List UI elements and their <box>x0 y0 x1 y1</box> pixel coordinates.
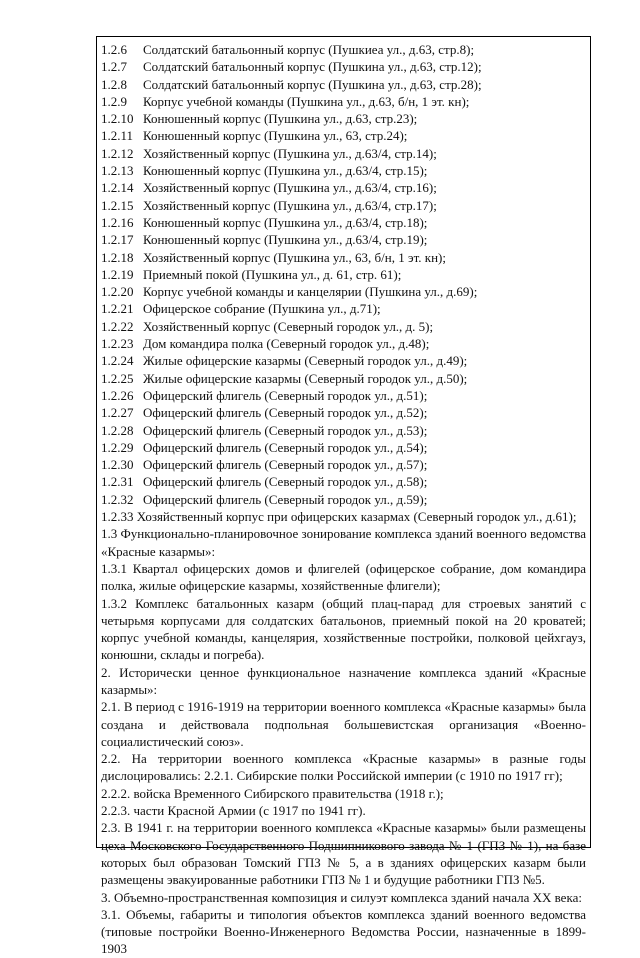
paragraph: 3.1. Объемы, габариты и типология объектов комплекса зданий военного ведомства (типовые постройки Военно-Инженерного Ведомства России, назначенные в 1899-1903 <box>101 906 586 957</box>
list-item <box>101 473 586 490</box>
list-item <box>101 162 586 179</box>
item-text: Офицерский флигель (Северный городок ул., д.59); <box>143 491 428 507</box>
item-text: Корпус учебной команды и канцелярии (Пушкина ул., д.69); <box>143 284 478 300</box>
item-number: 1.2.26 <box>101 387 134 403</box>
list-item <box>101 197 586 214</box>
item-number: 1.2.28 <box>101 422 134 438</box>
paragraph: 1.3.2 Комплекс батальонных казарм (общий плац-парад для строевых занятий с четырьмя корпусами для солдатских батальонов, приемный покой на 20 кроватей; корпус учебной команды, канцелярия, хозяйственные постройки, полковой цейхгауз, конюшни, склады и погреба). <box>101 595 586 663</box>
item-text: Конюшенный корпус (Пушкина ул., 63, стр.24); <box>143 128 408 144</box>
paragraph: 1.3.1 Квартал офицерских домов и флигелей (офицерское собрание, дом командира полка, жилые офицерские казармы, хозяйственные флигели); <box>101 560 586 594</box>
item-text: Хозяйственный корпус (Пушкина ул., 63, б/н, 1 эт. кн); <box>143 249 446 265</box>
item-text: Конюшенный корпус (Пушкина ул., д.63/4, стр.18); <box>143 214 428 230</box>
item-text: Конюшенный корпус (Пушкина ул., д.63, стр.23); <box>143 111 418 127</box>
list-item <box>101 456 586 473</box>
item-text: Солдатский батальонный корпус (Пушкина ул., д.63, стр.28); <box>143 76 482 92</box>
item-number: 1.2.30 <box>101 457 134 473</box>
item-text: Жилые офицерские казармы (Северный городок ул., д.50); <box>143 370 468 386</box>
item-number: 1.2.20 <box>101 284 134 300</box>
list-item <box>101 404 586 421</box>
list-item <box>101 249 586 266</box>
item-text: Офицерский флигель (Северный городок ул., д.54); <box>143 439 428 455</box>
list-item <box>101 439 586 456</box>
list-item <box>101 422 586 439</box>
item-number: 1.2.13 <box>101 163 134 179</box>
list-item <box>101 300 586 317</box>
paragraph: 1.2.33 Хозяйственный корпус при офицерских казармах (Северный городок ул., д.61); <box>101 509 577 525</box>
list-item <box>101 370 586 387</box>
item-number: 1.2.22 <box>101 318 134 334</box>
paragraph: 2.2.2. войска Временного Сибирского правительства (1918 г.); <box>101 785 444 801</box>
list-item <box>101 110 586 127</box>
list-item <box>101 41 586 58</box>
item-text: Конюшенный корпус (Пушкина ул., д.63/4, стр.15); <box>143 163 428 179</box>
list-item <box>101 283 586 300</box>
list-item <box>101 231 586 248</box>
item-number: 1.2.12 <box>101 145 134 161</box>
item-number: 1.2.9 <box>101 93 127 109</box>
list-item <box>101 179 586 196</box>
item-number: 1.2.16 <box>101 214 134 230</box>
list-item <box>101 266 586 283</box>
section-heading: 2. Исторически ценное функциональное назначение комплекса зданий «Красные казармы»: <box>101 664 586 697</box>
item-number: 1.2.15 <box>101 197 134 213</box>
item-text: Солдатский батальонный корпус (Пушкина ул., д.63, стр.12); <box>143 59 482 75</box>
list-item <box>101 352 586 369</box>
item-number: 1.2.11 <box>101 128 134 144</box>
document-content <box>101 41 586 958</box>
item-number: 1.2.24 <box>101 353 134 369</box>
section-heading: 3. Объемно-пространственная композиция и силуэт комплекса зданий начала XX века: <box>101 889 582 905</box>
item-text: Офицерский флигель (Северный городок ул., д.51); <box>143 387 428 403</box>
item-number: 1.2.29 <box>101 439 134 455</box>
item-text: Конюшенный корпус (Пушкина ул., д.63/4, стр.19); <box>143 232 428 248</box>
item-text: Хозяйственный корпус (Пушкина ул., д.63/4, стр.17); <box>143 197 437 213</box>
item-number: 1.2.31 <box>101 474 134 490</box>
item-number: 1.2.6 <box>101 42 127 57</box>
list-item <box>101 387 586 404</box>
item-text: Хозяйственный корпус (Пушкина ул., д.63/4, стр.14); <box>143 145 437 161</box>
paragraph: 2.2.3. части Красной Армии (с 1917 по 1941 гг). <box>101 803 366 819</box>
list-item <box>101 76 586 93</box>
item-text: Хозяйственный корпус (Пушкина ул., д.63/4, стр.16); <box>143 180 437 196</box>
item-number: 1.2.14 <box>101 180 134 196</box>
item-text: Офицерское собрание (Пушкина ул., д.71); <box>143 301 381 317</box>
item-number: 1.2.23 <box>101 336 134 352</box>
list-item <box>101 318 586 335</box>
item-number: 1.2.10 <box>101 111 134 127</box>
item-number: 1.2.32 <box>101 491 134 507</box>
list-item <box>101 491 586 508</box>
paragraph: 2.1. В период с 1916-1919 на территории военного комплекса «Красные казармы» была создана и действовала подпольная большевистская организация «Военно-социалистический союз». <box>101 699 586 749</box>
list-item <box>101 214 586 231</box>
item-text: Жилые офицерские казармы (Северный городок ул., д.49); <box>143 353 468 369</box>
item-number: 1.2.25 <box>101 370 134 386</box>
paragraph: 2.3. В 1941 г. на территории военного комплекса «Красные казармы» были размещены цеха Московского Государственного Подшипникового завода № 1 (ГПЗ № 1), на базе которых был образован Томский ГПЗ № 5, а в зданиях офицерских казарм были размещены эвакуированные работники ГПЗ № 1 и будущие работники ГПЗ №5. <box>101 820 586 888</box>
list-item <box>101 335 586 352</box>
item-number: 1.2.18 <box>101 249 134 265</box>
list-item <box>101 127 586 144</box>
item-text: Солдатский батальонный корпус (Пушкиеа ул., д.63, стр.8); <box>143 42 475 57</box>
item-number: 1.2.19 <box>101 266 134 282</box>
item-number: 1.2.8 <box>101 76 127 92</box>
item-text: Офицерский флигель (Северный городок ул., д.58); <box>143 474 428 490</box>
item-number: 1.2.7 <box>101 59 127 75</box>
item-text: Офицерский флигель (Северный городок ул., д.53); <box>143 422 428 438</box>
section-heading: 1.3 Функционально-планировочное зонирование комплекса зданий военного ведомства «Красные казармы»: <box>101 526 586 559</box>
item-number: 1.2.21 <box>101 301 134 317</box>
item-text: Приемный покой (Пушкина ул., д. 61, стр. 61); <box>143 266 402 282</box>
item-text: Офицерский флигель (Северный городок ул., д.52); <box>143 405 428 421</box>
list-item <box>101 93 586 110</box>
paragraph: 2.2. На территории военного комплекса «Красные казармы» в разные годы дислоцировались: 2.2.1. Сибирские полки Российской империи (с 1910 по 1917 гг); <box>101 751 586 784</box>
item-text: Дом командира полка (Северный городок ул., д.48); <box>143 336 430 352</box>
item-number: 1.2.17 <box>101 232 134 248</box>
page-border-frame <box>96 36 591 957</box>
item-text: Хозяйственный корпус (Северный городок ул., д. 5); <box>143 318 434 334</box>
list-item <box>101 145 586 162</box>
list-item <box>101 58 586 75</box>
item-text: Корпус учебной команды (Пушкина ул., д.63, б/н, 1 эт. кн); <box>143 93 470 109</box>
item-text: Офицерский флигель (Северный городок ул., д.57); <box>143 457 428 473</box>
item-number: 1.2.27 <box>101 405 134 421</box>
